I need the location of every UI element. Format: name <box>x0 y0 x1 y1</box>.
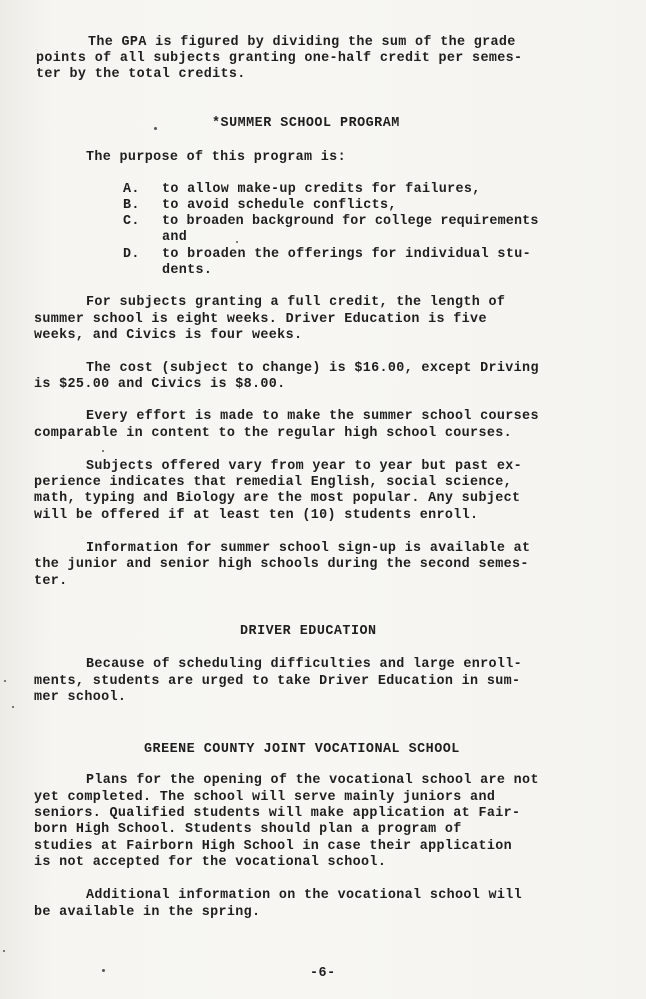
plans-line-2: yet completed. The school will serve mainly juniors and <box>34 790 496 805</box>
plans-line-5: studies at Fairborn High School in case their application <box>34 839 512 854</box>
list-letter-b: B. <box>123 198 140 213</box>
effort-line-2: comparable in content to the regular high school courses. <box>34 426 512 441</box>
cost-line-1: The cost (subject to change) is $16.00, except Driving <box>86 361 539 376</box>
list-item-c-cont: and <box>162 230 188 245</box>
scan-speck <box>102 969 105 972</box>
subjects-line-4: will be offered if at least ten (10) students enroll. <box>34 508 479 523</box>
info-line-1: Information for summer school sign-up is available at <box>86 541 531 556</box>
list-letter-d: D. <box>123 247 140 262</box>
list-letter-a: A. <box>123 182 140 197</box>
effort-line-1: Every effort is made to make the summer school courses <box>86 409 539 424</box>
length-line-2: summer school is eight weeks. Driver Education is five <box>34 312 487 327</box>
additional-line-1: Additional information on the vocational school will <box>86 888 523 903</box>
scan-speck <box>154 127 157 130</box>
length-line-3: weeks, and Civics is four weeks. <box>34 328 303 343</box>
driver-line-2: ments, students are urged to take Driver Education in sum- <box>34 674 521 689</box>
list-item-c: to broaden background for college requirements <box>162 214 539 229</box>
scan-speck <box>102 450 104 452</box>
gpa-line-1: The GPA is figured by dividing the sum of the grade <box>88 35 516 50</box>
info-line-2: the junior and senior high schools during the second semes- <box>34 557 529 572</box>
scan-speck <box>236 241 238 243</box>
vocational-heading: GREENE COUNTY JOINT VOCATIONAL SCHOOL <box>144 742 460 757</box>
cost-line-2: is $25.00 and Civics is $8.00. <box>34 377 286 392</box>
scan-speck <box>12 706 14 708</box>
gpa-line-2: points of all subjects granting one-half credit per semes- <box>36 51 523 66</box>
page-number: -6- <box>310 966 336 981</box>
subjects-line-1: Subjects offered vary from year to year but past ex- <box>86 459 523 474</box>
driver-education-heading: DRIVER EDUCATION <box>240 624 377 639</box>
list-letter-c: C. <box>123 214 140 229</box>
additional-line-2: be available in the spring. <box>34 905 261 920</box>
plans-line-4: born High School. Students should plan a program of <box>34 822 462 837</box>
plans-line-3: seniors. Qualified students will make application at Fair- <box>34 806 521 821</box>
plans-line-1: Plans for the opening of the vocational school are not <box>86 773 539 788</box>
driver-line-1: Because of scheduling difficulties and large enroll- <box>86 657 523 672</box>
list-item-b: to avoid schedule conflicts, <box>162 198 397 213</box>
purpose-intro: The purpose of this program is: <box>86 150 346 165</box>
plans-line-6: is not accepted for the vocational school. <box>34 855 387 870</box>
list-item-a: to allow make-up credits for failures, <box>162 182 481 197</box>
subjects-line-2: perience indicates that remedial English, social science, <box>34 475 512 490</box>
gpa-line-3: ter by the total credits. <box>36 67 246 82</box>
scan-speck <box>3 950 5 952</box>
subjects-line-3: math, typing and Biology are the most popular. Any subject <box>34 491 521 506</box>
summer-school-heading: *SUMMER SCHOOL PROGRAM <box>212 116 400 131</box>
scan-speck <box>4 680 6 682</box>
list-item-d: to broaden the offerings for individual stu- <box>162 247 531 262</box>
length-line-1: For subjects granting a full credit, the length of <box>86 295 506 310</box>
driver-line-3: mer school. <box>34 690 127 705</box>
list-item-d-cont: dents. <box>162 263 213 278</box>
info-line-3: ter. <box>34 574 68 589</box>
